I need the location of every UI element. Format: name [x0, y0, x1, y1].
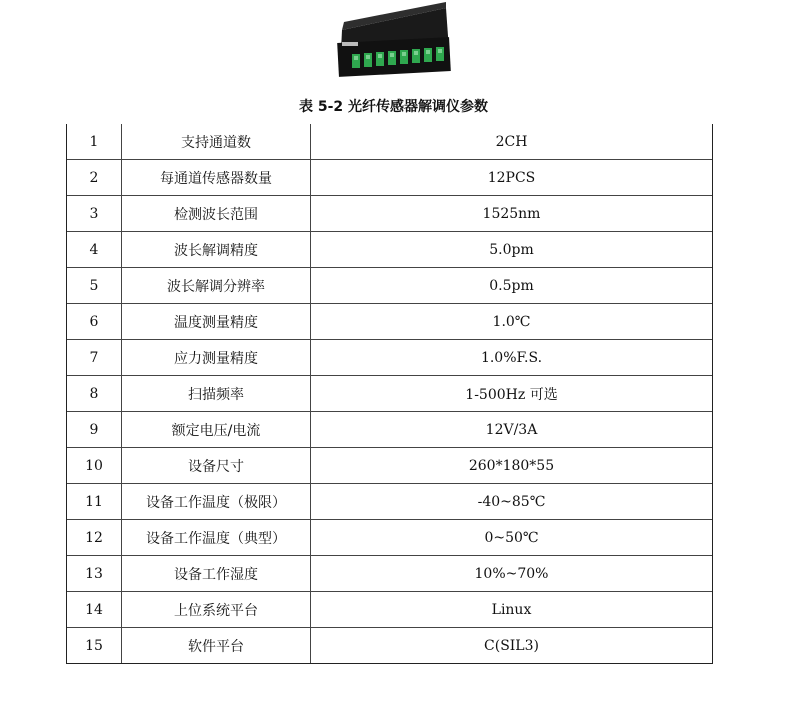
- row-number: [67, 339, 122, 375]
- parameter-name-text: 软件平台: [188, 638, 244, 655]
- row-number-text: 8: [89, 385, 99, 402]
- parameter-name: [122, 411, 311, 447]
- parameter-name-text: 扫描频率: [188, 386, 244, 403]
- row-number: [67, 627, 122, 663]
- parameter-value: [311, 124, 712, 159]
- parameter-name: [122, 195, 311, 231]
- parameter-name-text: 温度测量精度: [174, 314, 258, 331]
- parameter-value-text: 0~50℃: [484, 529, 539, 546]
- table-row: [67, 303, 712, 339]
- parameter-name-text: 额定电压/电流: [171, 422, 261, 439]
- parameter-value: [311, 555, 712, 591]
- row-number-text: 11: [85, 493, 103, 510]
- row-number-text: 14: [85, 601, 103, 618]
- parameter-name: [122, 447, 311, 483]
- device-photo: [336, 0, 452, 78]
- row-number-text: 4: [89, 241, 99, 258]
- row-number: [67, 159, 122, 195]
- parameter-value: [311, 339, 712, 375]
- row-number: [67, 411, 122, 447]
- table-row: [67, 447, 712, 483]
- parameter-value-text: 260*180*55: [468, 457, 555, 474]
- table-row: [67, 591, 712, 627]
- parameter-name-text: 设备尺寸: [188, 458, 244, 475]
- row-number: [67, 195, 122, 231]
- parameter-table: [66, 124, 713, 664]
- row-number-text: 13: [85, 565, 103, 582]
- parameter-name-text: 设备工作温度（极限）: [146, 494, 286, 511]
- parameter-value-text: 12V/3A: [485, 421, 538, 438]
- row-number: [67, 519, 122, 555]
- parameter-value-text: C(SIL3): [484, 637, 539, 654]
- parameter-value: [311, 231, 712, 267]
- table-caption: 表 5-2 光纤传感器解调仪参数: [298, 99, 489, 115]
- parameter-name: [122, 267, 311, 303]
- parameter-name: [122, 124, 311, 159]
- parameter-name: [122, 483, 311, 519]
- table-row: [67, 267, 712, 303]
- table-row: [67, 483, 712, 519]
- parameter-name-text: 应力测量精度: [174, 350, 258, 367]
- table-row: [67, 519, 712, 555]
- row-number: [67, 447, 122, 483]
- row-number-text: 7: [89, 349, 99, 366]
- row-number-text: 3: [89, 205, 99, 222]
- table-row: [67, 555, 712, 591]
- parameter-value-text: 0.5pm: [489, 277, 534, 294]
- parameter-value: [311, 159, 712, 195]
- parameter-value-text: 1525nm: [482, 205, 541, 222]
- row-number-text: 6: [89, 313, 99, 330]
- parameter-value: [311, 447, 712, 483]
- parameter-name-text: 设备工作温度（典型）: [146, 530, 286, 547]
- row-number-text: 12: [85, 529, 103, 546]
- parameter-name: [122, 375, 311, 411]
- parameter-name-text: 支持通道数: [181, 134, 251, 151]
- table-row: [67, 231, 712, 267]
- row-number: [67, 267, 122, 303]
- parameter-name: [122, 339, 311, 375]
- row-number: [67, 303, 122, 339]
- row-number-text: 10: [85, 457, 103, 474]
- parameter-value: [311, 519, 712, 555]
- row-number-text: 15: [85, 637, 103, 654]
- parameter-name-text: 波长解调分辨率: [167, 278, 265, 295]
- parameter-name-text: 每通道传感器数量: [160, 170, 272, 187]
- parameter-value-text: 1-500Hz 可选: [465, 386, 558, 403]
- row-number-text: 9: [89, 421, 99, 438]
- parameter-name: [122, 591, 311, 627]
- parameter-name: [122, 519, 311, 555]
- parameter-value-text: 1.0%F.S.: [480, 349, 543, 366]
- parameter-name-text: 检测波长范围: [174, 206, 258, 223]
- parameter-name: [122, 231, 311, 267]
- parameter-name-text: 设备工作湿度: [174, 566, 258, 583]
- parameter-name-text: 波长解调精度: [174, 242, 258, 259]
- row-number: [67, 375, 122, 411]
- table-row: [67, 411, 712, 447]
- parameter-name: [122, 555, 311, 591]
- row-number-text: 2: [89, 169, 99, 186]
- parameter-value: [311, 483, 712, 519]
- parameter-value-text: 2CH: [495, 133, 528, 150]
- table-row: [67, 195, 712, 231]
- parameter-value-text: 5.0pm: [489, 241, 534, 258]
- table-row: [67, 627, 712, 663]
- row-number: [67, 231, 122, 267]
- parameter-value-text: 1.0℃: [492, 313, 531, 330]
- parameter-value: [311, 267, 712, 303]
- parameter-name: [122, 159, 311, 195]
- row-number: [67, 555, 122, 591]
- parameter-name-text: 上位系统平台: [174, 602, 258, 619]
- parameter-value-text: 10%~70%: [474, 565, 549, 582]
- parameter-value: [311, 591, 712, 627]
- row-number: [67, 591, 122, 627]
- row-number-text: 5: [89, 277, 99, 294]
- parameter-value-text: 12PCS: [487, 169, 536, 186]
- row-number-text: 1: [89, 133, 99, 150]
- parameter-value: [311, 303, 712, 339]
- table-row: [67, 159, 712, 195]
- row-number: [67, 483, 122, 519]
- table-row: [67, 124, 712, 159]
- parameter-value: [311, 375, 712, 411]
- parameter-value-text: -40~85℃: [477, 493, 546, 510]
- row-number: [67, 124, 122, 159]
- parameter-value: [311, 627, 712, 663]
- parameter-value-text: Linux: [491, 601, 532, 618]
- parameter-name: [122, 303, 311, 339]
- parameter-value: [311, 195, 712, 231]
- parameter-name: [122, 627, 311, 663]
- table-row: [67, 339, 712, 375]
- parameter-value: [311, 411, 712, 447]
- table-row: [67, 375, 712, 411]
